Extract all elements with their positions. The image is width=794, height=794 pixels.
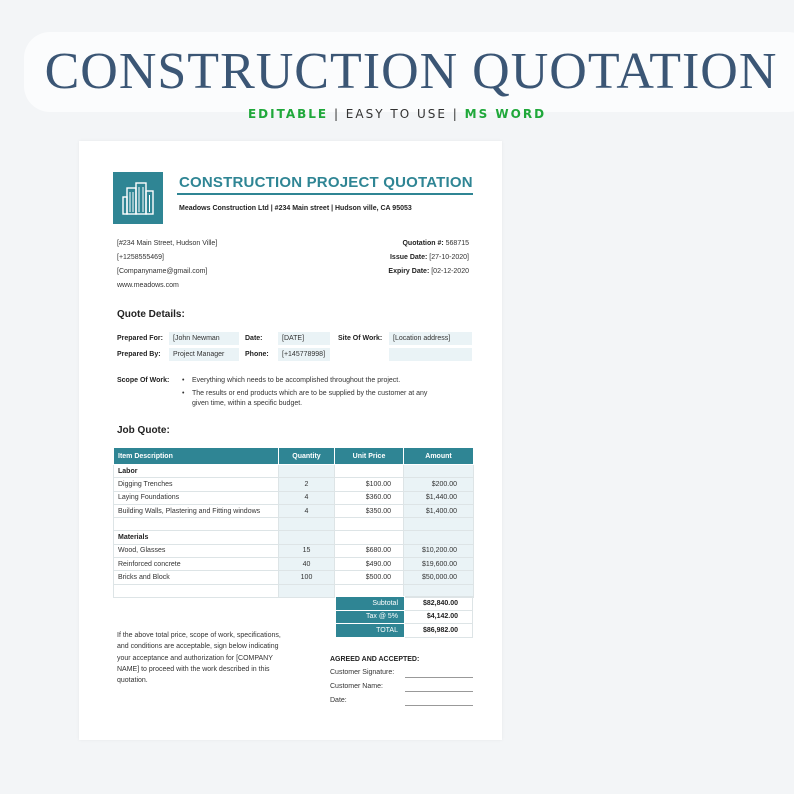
job-quote-heading: Job Quote: [117, 425, 170, 436]
item-unit-price[interactable]: $350.00 [335, 504, 404, 517]
item-description[interactable]: Laying Foundations [114, 491, 279, 504]
prepared-by-label: Prepared By: [117, 351, 161, 358]
contact-email: [Companyname@gmail.com] [117, 268, 208, 275]
table-row [114, 571, 474, 584]
company-info-line: Meadows Construction Ltd | #234 Main street | Hudson ville, CA 95053 [179, 205, 412, 212]
scope-item: • The results or end products which are to be supplied by the customer at any [192, 390, 427, 397]
tag-separator: | EASY TO USE | [333, 107, 459, 121]
issue-date-label: Issue Date: [389, 254, 428, 261]
contact-address: [#234 Main Street, Hudson Ville] [117, 240, 218, 247]
site-of-work-label: Site Of Work: [338, 335, 383, 342]
item-unit-price[interactable]: $680.00 [335, 544, 404, 557]
customer-signature-label: Customer Signature: [330, 669, 395, 676]
job-quote-table [113, 447, 474, 598]
expiry-date-label: Expiry Date: [388, 268, 430, 275]
item-quantity[interactable]: 2 [279, 478, 335, 491]
site-of-work-field[interactable]: [Location address] [389, 332, 472, 345]
scope-of-work-label: Scope Of Work: [117, 377, 170, 384]
item-description[interactable]: Building Walls, Plastering and Fitting windows [114, 504, 279, 517]
subtotal-row [336, 597, 473, 611]
item-quantity[interactable]: 4 [279, 504, 335, 517]
group-label: Materials [114, 531, 279, 544]
contact-website: www.meadows.com [117, 282, 179, 289]
expiry-date-value: [02-12-2020 [431, 268, 469, 275]
group-row [114, 465, 474, 478]
item-description[interactable]: Reinforced concrete [114, 558, 279, 571]
tag-msword: MS WORD [464, 107, 547, 121]
item-description[interactable]: Wood, Glasses [114, 544, 279, 557]
quotation-number-value: 568715 [445, 240, 469, 247]
item-quantity[interactable]: 15 [279, 544, 335, 557]
total-row [336, 624, 473, 638]
item-unit-price[interactable]: $360.00 [335, 491, 404, 504]
item-amount: $10,200.00 [404, 544, 474, 557]
empty-row [114, 518, 474, 531]
group-label: Labor [114, 465, 279, 478]
tax-row [336, 610, 473, 624]
item-quantity[interactable]: 4 [279, 491, 335, 504]
item-amount: $19,600.00 [404, 558, 474, 571]
phone-label: Phone: [245, 351, 269, 358]
totals-table [335, 596, 473, 638]
item-unit-price[interactable]: $100.00 [335, 478, 404, 491]
scope-item: • Everything which needs to be accomplished throughout the project. [192, 377, 400, 384]
customer-signature-line[interactable] [405, 677, 473, 678]
issue-date [390, 254, 469, 261]
buildings-icon [113, 172, 163, 224]
table-row [114, 504, 474, 517]
table-row [114, 544, 474, 557]
column-header: Unit Price [335, 448, 404, 465]
subtotal-value: $82,840.00 [405, 597, 473, 611]
tax-label: Tax @ 5% [336, 610, 405, 624]
acceptance-heading: AGREED AND ACCEPTED: [330, 656, 420, 663]
quotation-number [402, 240, 469, 247]
contact-phone: [+1258555469] [117, 254, 164, 261]
column-header: Amount [404, 448, 474, 465]
document-title: CONSTRUCTION PROJECT QUOTATION [179, 174, 473, 191]
phone-field[interactable]: [+145778998] [278, 348, 330, 361]
table-row [114, 558, 474, 571]
item-amount: $200.00 [404, 478, 474, 491]
group-row [114, 531, 474, 544]
customer-name-label: Customer Name: [330, 683, 383, 690]
closing-statement: If the above total price, scope of work, specifications, and conditions are acceptable, sign below indicating your acceptance and authorization for [COMPANY NAME] to proceed with the work described in this quotation. [117, 632, 281, 685]
table-row [114, 478, 474, 491]
quote-details-heading: Quote Details: [117, 309, 185, 320]
scope-item-continued: given time, within a specific budget. [192, 400, 303, 407]
date-label: Date: [245, 335, 263, 342]
item-amount: $1,440.00 [404, 491, 474, 504]
quotation-number-label: Quotation #: [402, 240, 444, 247]
prepared-by-field[interactable]: Project Manager [169, 348, 239, 361]
acceptance-date-line[interactable] [405, 705, 473, 706]
item-unit-price[interactable]: $500.00 [335, 571, 404, 584]
tag-editable: EDITABLE [247, 107, 329, 121]
subtotal-label: Subtotal [336, 597, 405, 611]
prepared-for-label: Prepared For: [117, 335, 163, 342]
item-description[interactable]: Bricks and Block [114, 571, 279, 584]
total-value: $86,982.00 [405, 624, 473, 638]
total-label: TOTAL [336, 624, 405, 638]
customer-name-line[interactable] [405, 691, 473, 692]
banner-title: CONSTRUCTION QUOTATION [44, 43, 778, 100]
expiry-date [388, 268, 469, 275]
banner-tagline [0, 107, 794, 121]
site-of-work-extra-field[interactable] [389, 348, 472, 361]
item-unit-price[interactable]: $490.00 [335, 558, 404, 571]
prepared-for-field[interactable]: [John Newman [169, 332, 239, 345]
column-header: Item Description [114, 448, 279, 465]
item-amount: $1,400.00 [404, 504, 474, 517]
date-field[interactable]: [DATE] [278, 332, 330, 345]
item-description[interactable]: Digging Trenches [114, 478, 279, 491]
table-header-row [114, 448, 474, 465]
item-quantity[interactable]: 100 [279, 571, 335, 584]
tax-value: $4,142.00 [405, 610, 473, 624]
acceptance-date-label: Date: [330, 697, 347, 704]
title-underline [177, 193, 473, 195]
issue-date-value: [27-10-2020] [429, 254, 469, 261]
table-row [114, 491, 474, 504]
item-amount: $50,000.00 [404, 571, 474, 584]
column-header: Quantity [279, 448, 335, 465]
item-quantity[interactable]: 40 [279, 558, 335, 571]
